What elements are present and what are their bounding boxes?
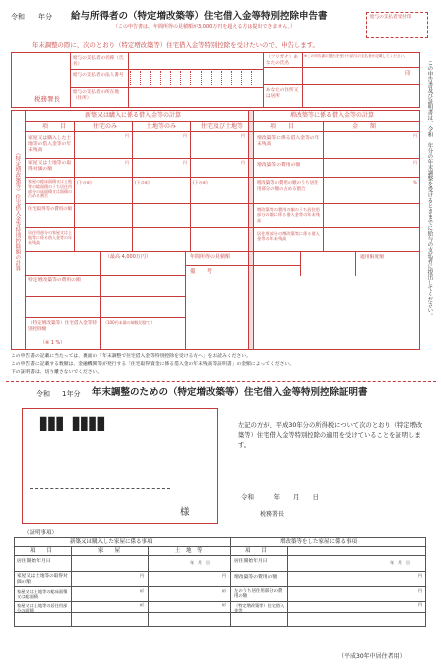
cert-row-right-4: （特定増改築等）住宅借入金等 <box>234 603 285 614</box>
cert-right-header: 増改築等をした家屋に係る事項 <box>280 539 358 545</box>
form-title: 給与所得者の（特定増改築等）住宅借入金等特別控除申告書 <box>71 11 328 22</box>
limit-amount-label: 適用限度額 <box>360 255 384 260</box>
col-item: 項 目 <box>42 123 67 130</box>
col-house-only: 住宅のみ <box>93 123 118 130</box>
calc-side-label: （特定増改築等）住宅借入金等特別控除額の計算 <box>14 150 21 271</box>
form-subtitle: （この申告書は、年間所得の見積額が3,000万円を超える方は提出できません。） <box>113 24 296 30</box>
cert-row-right-2: 増改築等の費用の額 <box>234 575 278 580</box>
addressee: 税務署長 <box>34 95 60 103</box>
m2-unit: ㎡ <box>222 588 226 593</box>
cert-name-line <box>30 488 170 489</box>
cert-col-house: 家 屋 <box>98 548 121 554</box>
yen-unit: 円 <box>413 160 417 165</box>
payer-address-label: 給与の支払者の所在地（住所） <box>73 90 119 101</box>
cut-line <box>6 381 436 382</box>
payer-note: ※この申告書の提出を受けた給与の支払者が記載してください。 <box>304 54 408 58</box>
your-name-label: （フリガナ）あなたの氏名 <box>266 55 298 66</box>
cert-date-fmt: 年 月 日 <box>190 560 210 565</box>
cert-title: 年末調整のための（特定増改築等）住宅借入金等特別控除証明書 <box>92 387 368 398</box>
yen-unit: 円 <box>125 133 129 138</box>
row-left-5: 居住用部分の家屋又は土地等に係る借入金等の年末残高 <box>28 230 72 245</box>
income-estimate-label: 年間所得の見積額 <box>190 254 231 260</box>
limit-label: （最高 4,000万円） <box>105 254 151 260</box>
cert-office: 税務署長 <box>260 511 285 518</box>
calc-table <box>11 110 420 350</box>
row-right-1: 増改築等に係る借入金等の年末残高 <box>257 136 320 148</box>
col-land-only: 土地等のみ <box>146 123 177 130</box>
yen-unit: 円 <box>418 602 422 607</box>
payer-number-label: 給与の支払者の法人番号 <box>73 73 124 78</box>
cert-col-item-right: 項 目 <box>245 548 268 554</box>
cert-left-header: 新築又は購入した家屋に係る事項 <box>70 539 153 545</box>
cert-table <box>14 537 426 627</box>
m2-unit: ㎡ <box>140 602 144 607</box>
max100-label: （100円未満の端数切捨て） <box>103 320 155 325</box>
payer-number-boxes[interactable] <box>130 71 261 85</box>
cert-row-left-4: 家屋又は土地等の居住用部分の面積 <box>17 603 68 614</box>
row-right-4: 増改築等の費用の額のうち居住用部分の額に係る借入金等の年末残高 <box>257 207 320 223</box>
calc-left-header: 新築又は購入に係る借入金等の計算 <box>85 112 182 119</box>
pct-unit: % <box>413 180 417 185</box>
cert-statement: 左記の方が、平成30年分の所得税について次のとおり（特定増改築等）住宅借入金等特別控除の適用を受けていることを証明します。 <box>238 422 423 449</box>
cert-date: 令和 年 月 日 <box>241 493 319 501</box>
calc-right-header: 増改築等に係る借入金等の計算 <box>290 112 375 119</box>
cert-date-fmt: 年 月 日 <box>390 560 410 565</box>
yen-unit: 円 <box>140 573 144 578</box>
fraction-ref: (下の⑥) <box>77 180 92 185</box>
your-address-label: あなたの住所又は居所 <box>266 88 299 99</box>
yen-unit: 円 <box>183 133 187 138</box>
receipt-stamp-box <box>366 12 428 38</box>
row-left-3: 家屋の総床面積又は土地等の総面積のうち居住用部分の床面積又は面積の占める割合 <box>28 179 72 199</box>
row-left-1: 家屋又は購入した土地等の借入金等の年末残高 <box>28 136 72 154</box>
credit-amount-label: （特定増改築等）住宅借入金等特別控除額 <box>28 321 97 332</box>
cert-year: 1年分 <box>62 390 81 398</box>
yen-unit: 円 <box>241 133 245 138</box>
row-left-4: 住宅取得等の費用の額 <box>28 207 72 212</box>
cert-items-label: （証明事項） <box>24 530 58 536</box>
yen-unit: 円 <box>241 160 245 165</box>
side-note: この申告書及び証明書は、令和 年分の年末調整を受けるときまでに給与の支払者に提出してください。 <box>426 60 433 319</box>
yen-unit: 円 <box>222 573 226 578</box>
m2-unit: ㎡ <box>222 602 226 607</box>
yen-unit: 円 <box>418 573 422 578</box>
yen-unit: 円 <box>418 588 422 593</box>
cert-col-land: 土 地 等 <box>175 548 203 554</box>
yen-unit: 円 <box>183 160 187 165</box>
cert-era: 令和 <box>36 390 50 398</box>
cert-row-right-1: 居住開始年月日 <box>234 559 268 564</box>
col-both: 住宅及び土地等 <box>201 123 244 130</box>
col-amount-right: 金 額 <box>352 123 377 130</box>
form-intro: 年末調整の際に、次のとおり（特定増改築等）住宅借入金等特別控除を受けたいので、申告します。 <box>32 41 319 49</box>
rate-label: （※ 1 %） <box>40 340 66 346</box>
form-era: 令和 <box>11 13 25 21</box>
cert-name: ▉▉▉ ▉▉▉▉ <box>40 417 106 431</box>
cert-row-right-3: 左のうち居住用部分の費用の額 <box>234 589 283 600</box>
footnote-2: この申告書に記載する数額は、金融機関等が発行する「住宅取得資金に係る借入金の年末残高等証明書」の金額によってください。 <box>11 362 295 367</box>
footnote-1: この申告書の記載に当たっては、裏面の「年末調整で住宅借入金等特別控除を受ける方へ」をお読みください。 <box>11 354 251 359</box>
row-right-2: 増改築等の費用の額 <box>257 163 301 168</box>
row-right-3: 増改築等の費用の額のうち居住用部分の額の占める割合 <box>257 181 319 192</box>
fraction-ref: (下の⑥) <box>193 180 208 185</box>
cert-honorific: 様 <box>180 507 190 518</box>
cert-row-left-3: 家屋又は土地等の総床面積又は総面積 <box>17 589 68 600</box>
cert-row-left-1: 居住開始年月日 <box>17 559 51 564</box>
footnote-3: 下の証明書は、切り離さないでください。 <box>11 370 103 375</box>
row-left-2: 家屋又は土地等の取得対価の額 <box>28 161 72 173</box>
m2-unit: ㎡ <box>140 588 144 593</box>
col-item-right: 項 目 <box>270 123 295 130</box>
row-right-5: 居住用部分の増改築等に係る借入金等の年末残高 <box>257 231 320 242</box>
remarks-label: 備 考 <box>190 269 213 275</box>
payer-name-label: 給与の支払者の名称（氏名） <box>73 56 124 67</box>
cert-col-item: 項 目 <box>30 548 53 554</box>
cert-row-left-2: 家屋又は土地等の取得対価の額 <box>17 574 68 585</box>
credit-label: 特定増改築等の費用の額 <box>28 278 81 283</box>
yen-unit: 円 <box>413 133 417 138</box>
fraction-ref: (下の⑥) <box>135 180 150 185</box>
form-year: 年分 <box>38 13 52 21</box>
cert-footer: （平成30年中居住者用） <box>338 653 406 660</box>
receipt-stamp-label: 給与の支払者受付印 <box>370 15 412 20</box>
yen-unit: 円 <box>125 160 129 165</box>
seal-mark: 印 <box>405 71 411 77</box>
